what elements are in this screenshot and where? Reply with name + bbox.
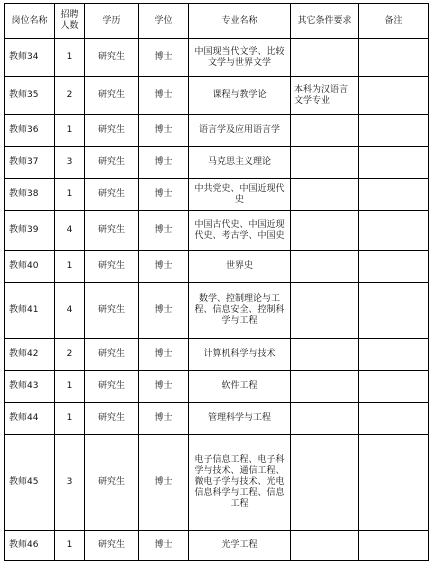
cell-count: 2: [55, 77, 85, 115]
cell-education: 研究生: [85, 531, 139, 561]
cell-post-name: 教师40: [5, 251, 55, 283]
header-post-name: 岗位名称: [5, 4, 55, 39]
cell-count: 1: [55, 115, 85, 147]
table-row: [5, 339, 429, 371]
cell-major: 管理科学与工程: [189, 403, 291, 435]
table-row: [5, 147, 429, 179]
cell-education: 研究生: [85, 179, 139, 211]
cell-degree: 博士: [139, 251, 189, 283]
cell-other-requirements: [291, 39, 359, 77]
header-education: 学历: [85, 4, 139, 39]
cell-major: 计算机科学与技术: [189, 339, 291, 371]
cell-major: 语言学及应用语言学: [189, 115, 291, 147]
table-row: [5, 283, 429, 339]
cell-note: [359, 531, 429, 561]
cell-count: 1: [55, 531, 85, 561]
cell-note: [359, 403, 429, 435]
cell-post-name: 教师38: [5, 179, 55, 211]
cell-note: [359, 77, 429, 115]
cell-post-name: 教师43: [5, 371, 55, 403]
cell-note: [359, 371, 429, 403]
cell-post-name: 教师34: [5, 39, 55, 77]
cell-post-name: 教师44: [5, 403, 55, 435]
cell-major: 中共党史、中国近现代史: [189, 179, 291, 211]
cell-post-name: 教师36: [5, 115, 55, 147]
cell-education: 研究生: [85, 77, 139, 115]
table-row: [5, 435, 429, 531]
cell-major: 数学、控制理论与工程、信息安全、控制科学与工程: [189, 283, 291, 339]
cell-note: [359, 435, 429, 531]
cell-other-requirements: [291, 283, 359, 339]
cell-other-requirements: [291, 531, 359, 561]
cell-other-requirements: [291, 211, 359, 251]
cell-major: 世界史: [189, 251, 291, 283]
cell-count: 1: [55, 403, 85, 435]
table-row: [5, 77, 429, 115]
cell-degree: 博士: [139, 339, 189, 371]
cell-post-name: 教师39: [5, 211, 55, 251]
cell-other-requirements: 本科为汉语言文学专业: [291, 77, 359, 115]
cell-degree: 博士: [139, 211, 189, 251]
header-degree: 学位: [139, 4, 189, 39]
cell-degree: 博士: [139, 403, 189, 435]
cell-major: 软件工程: [189, 371, 291, 403]
table-row: [5, 211, 429, 251]
cell-note: [359, 39, 429, 77]
cell-post-name: 教师42: [5, 339, 55, 371]
cell-other-requirements: [291, 251, 359, 283]
cell-degree: 博士: [139, 115, 189, 147]
cell-other-requirements: [291, 147, 359, 179]
cell-count: 4: [55, 283, 85, 339]
table-row: [5, 179, 429, 211]
cell-post-name: 教师46: [5, 531, 55, 561]
cell-note: [359, 251, 429, 283]
cell-other-requirements: [291, 371, 359, 403]
cell-education: 研究生: [85, 435, 139, 531]
cell-count: 1: [55, 39, 85, 77]
cell-post-name: 教师41: [5, 283, 55, 339]
cell-post-name: 教师35: [5, 77, 55, 115]
header-other-requirements: 其它条件要求: [291, 4, 359, 39]
cell-degree: 博士: [139, 77, 189, 115]
recruitment-table: [4, 3, 429, 561]
cell-post-name: 教师45: [5, 435, 55, 531]
cell-degree: 博士: [139, 147, 189, 179]
cell-count: 1: [55, 251, 85, 283]
cell-note: [359, 211, 429, 251]
header-note: 备注: [359, 4, 429, 39]
cell-other-requirements: [291, 115, 359, 147]
cell-other-requirements: [291, 179, 359, 211]
table-row: [5, 403, 429, 435]
cell-note: [359, 179, 429, 211]
cell-major: 光学工程: [189, 531, 291, 561]
cell-count: 1: [55, 179, 85, 211]
table-row: [5, 531, 429, 561]
cell-count: 2: [55, 339, 85, 371]
cell-education: 研究生: [85, 251, 139, 283]
cell-degree: 博士: [139, 39, 189, 77]
cell-note: [359, 147, 429, 179]
cell-major: 课程与教学论: [189, 77, 291, 115]
cell-degree: 博士: [139, 435, 189, 531]
table-row: [5, 39, 429, 77]
cell-note: [359, 339, 429, 371]
cell-other-requirements: [291, 403, 359, 435]
cell-major: 电子信息工程、电子科学与技术、通信工程、微电子学与技术、光电信息科学与工程、信息工程: [189, 435, 291, 531]
header-count: 招聘人数: [55, 4, 85, 39]
cell-major: 中国古代史、中国近现代史、考古学、中国史: [189, 211, 291, 251]
cell-count: 4: [55, 211, 85, 251]
header-major: 专业名称: [189, 4, 291, 39]
header-row: [5, 4, 429, 39]
cell-other-requirements: [291, 435, 359, 531]
cell-post-name: 教师37: [5, 147, 55, 179]
cell-education: 研究生: [85, 339, 139, 371]
table-row: [5, 371, 429, 403]
cell-education: 研究生: [85, 371, 139, 403]
cell-major: 中国现当代文学、比较文学与世界文学: [189, 39, 291, 77]
cell-degree: 博士: [139, 371, 189, 403]
cell-note: [359, 283, 429, 339]
cell-count: 3: [55, 147, 85, 179]
cell-other-requirements: [291, 339, 359, 371]
cell-major: 马克思主义理论: [189, 147, 291, 179]
cell-degree: 博士: [139, 531, 189, 561]
cell-education: 研究生: [85, 283, 139, 339]
cell-degree: 博士: [139, 283, 189, 339]
cell-education: 研究生: [85, 211, 139, 251]
table-row: [5, 251, 429, 283]
cell-education: 研究生: [85, 147, 139, 179]
table-row: [5, 115, 429, 147]
cell-education: 研究生: [85, 403, 139, 435]
cell-degree: 博士: [139, 179, 189, 211]
cell-education: 研究生: [85, 39, 139, 77]
cell-education: 研究生: [85, 115, 139, 147]
cell-note: [359, 115, 429, 147]
cell-count: 3: [55, 435, 85, 531]
cell-count: 1: [55, 371, 85, 403]
